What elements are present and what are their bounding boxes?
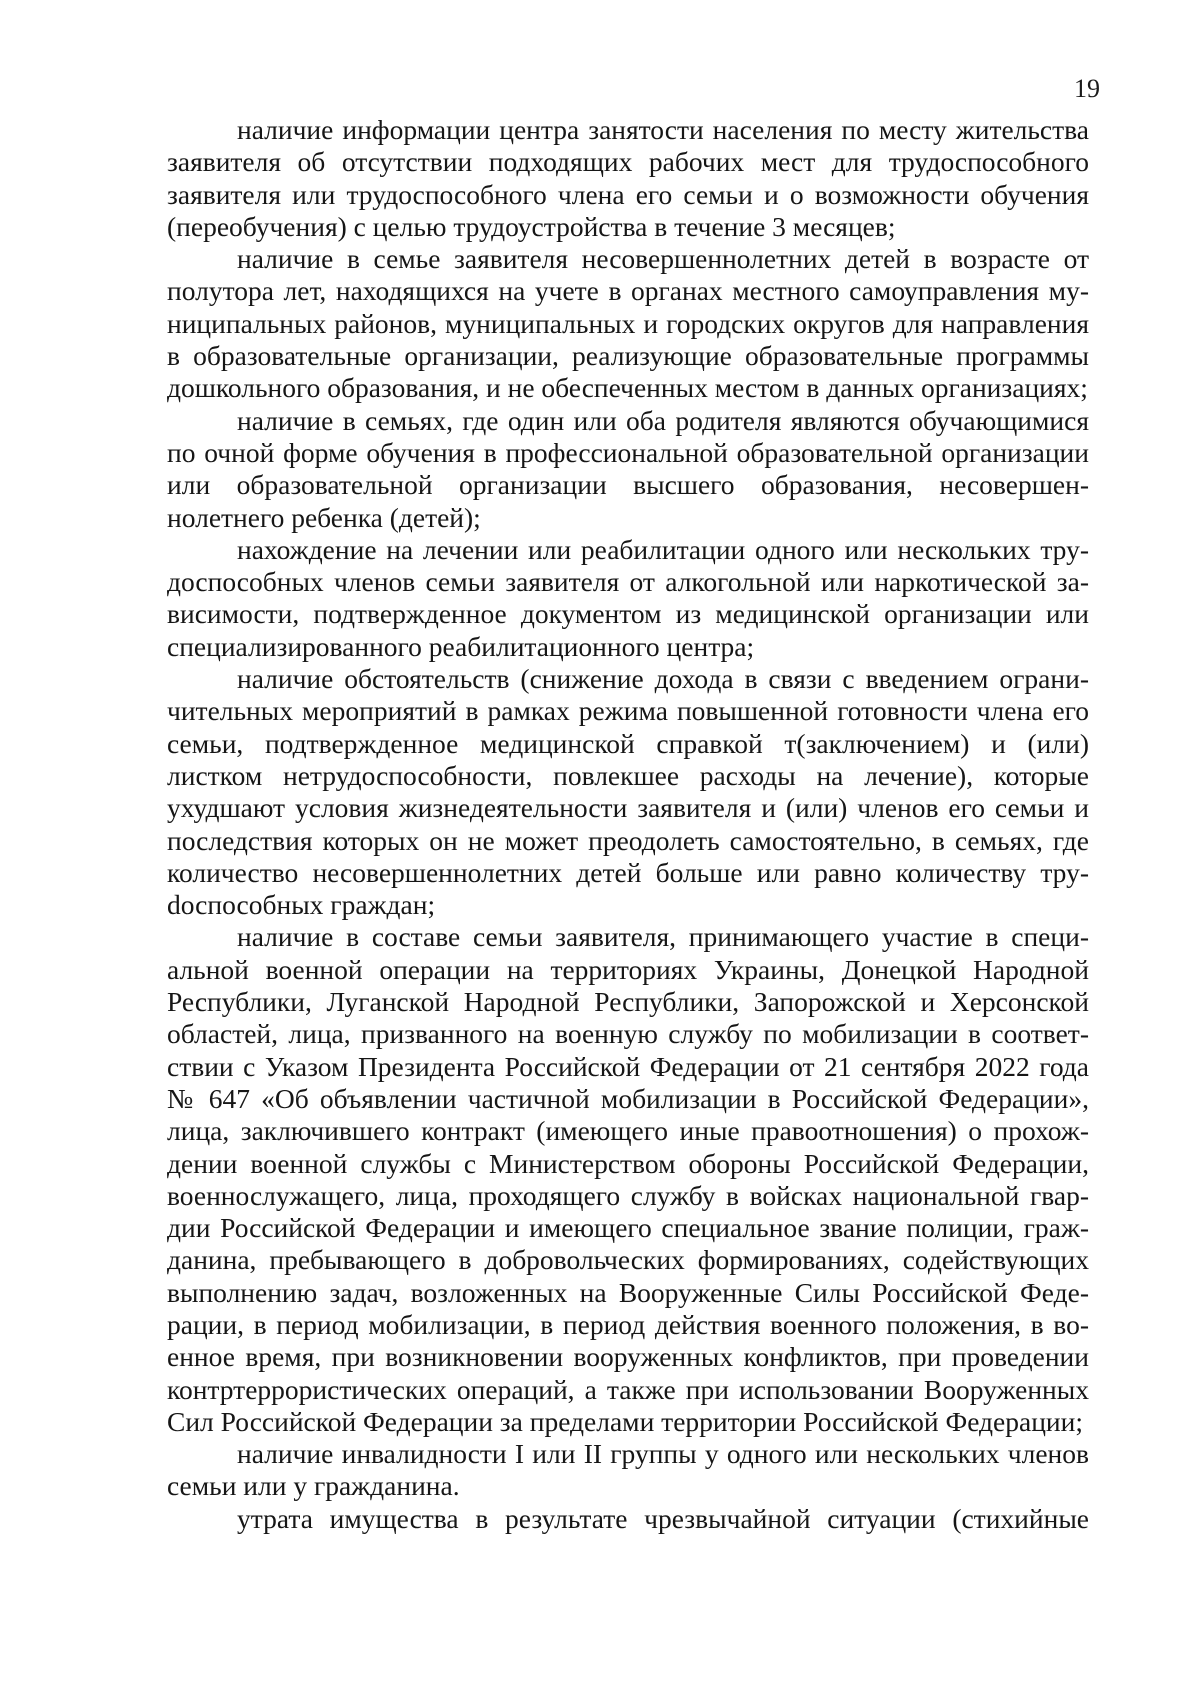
page-number: 19 bbox=[1074, 74, 1100, 103]
paragraph-military-operation: наличие в составе семьи заявителя, принимающего участие в специальной военной операции на территориях Украины, Донецкой Народной Республики, Луганской Народной Республики, Запорожской и Херсонской областей, лица, призванного на военную службу по мобилизации в соответствии с Указом Президента Российской Федерации от 21 сентября 2022 года № 647 «Об объявлении частичной мобилизации в Российской Федерации», лица, заключившего контракт (имеющего иные правоотношения) о прохождении военной службы с Министерством обороны Российской Федерации, военнослужащего, лица, проходящего службу в войсках национальной гвардии Российской Федерации и имеющего специальное звание полиции, гражданина, пребывающего в добровольческих формированиях, содействующих выполнению задач, возложенных на Вооруженные Силы Российской Федерации, в период мобилизации, в период действия военного положения, в военное время, при возникновении вооруженных конфликтов, при проведении контртеррористических операций, а также при использовании Вооруженных Сил Российской Федерации за пределами территории Российской Федерации; bbox=[167, 921, 1089, 1437]
paragraph-disability: наличие инвалидности I или II группы у одного или нескольких членов семьи или у гражданина. bbox=[167, 1438, 1089, 1502]
paragraph-rehabilitation: нахождение на лечении или реабилитации одного или нескольких трудоспособных членов семьи заявителя от алкогольной или наркотической зависимости, подтвержденное документом из медицинской организации или специализированного реабилитационного центра; bbox=[167, 533, 1089, 662]
paragraph-preschool-children: наличие в семье заявителя несовершеннолетних детей в возрасте от полутора лет, находящихся на учете в органах местного самоуправления муниципальных районов, муниципальных и городских округов для направления в образовательные организации, реализующие образовательные программы дошкольного образования, и не обеспеченных местом в данных организациях; bbox=[167, 243, 1089, 404]
paragraph-circumstances: наличие обстоятельств (снижение дохода в связи с введением ограничительных мероприятий в рамках режима повышенной готовности члена его семьи, подтвержденное медицинской справкой т(заключением) и (или) листком нетрудоспособности, повлекшее расходы на лечение), которые ухудшают условия жизнедеятельности заявителя и (или) членов его семьи и последствия которых он не может преодолеть самостоятельно, в семьях, где количество несовершеннолетних детей больше или равно количеству труdоспособных граждан; bbox=[167, 663, 1089, 921]
document-body bbox=[167, 114, 1089, 1535]
paragraph-student-parents: наличие в семьях, где один или оба родителя являются обучающимися по очной форме обучения в профессиональной образовательной организации или образовательной организации высшего образования, несовершеннолетнего ребенка (детей); bbox=[167, 404, 1089, 533]
paragraph-property-loss: утрата имущества в результате чрезвычайной ситуации (стихийные bbox=[237, 1502, 1089, 1534]
paragraph-employment-center: наличие информации центра занятости населения по месту жительства заявителя об отсутствии подходящих рабочих мест для трудоспособного заявителя или трудоспособного члена его семьи и о возможности обучения (переобучения) с целью трудоустройства в течение 3 месяцев; bbox=[167, 114, 1089, 242]
